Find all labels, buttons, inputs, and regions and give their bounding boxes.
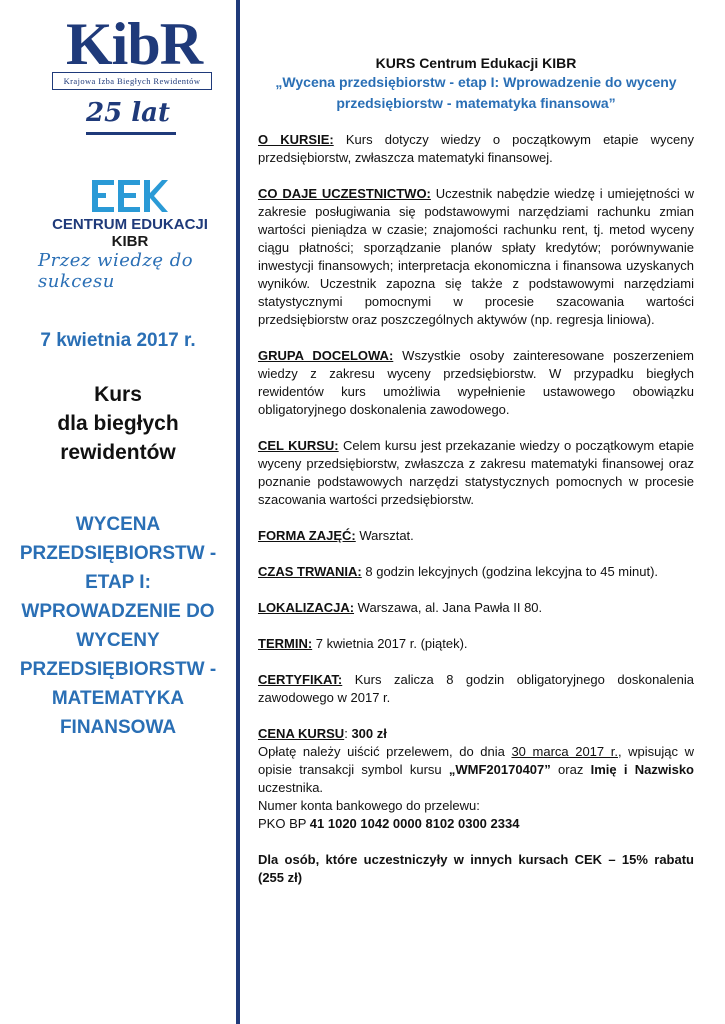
account-label: Numer konta bankowego do przelewu: — [258, 798, 480, 813]
kibr-logo-subtitle: Krajowa Izba Biegłych Rewidentów — [63, 76, 201, 86]
course-type-line: rewidentów — [60, 441, 176, 464]
kibr-logo-subtitle-box — [52, 72, 212, 90]
course-title-line: WYCENY — [76, 630, 160, 651]
payment-text: Opłatę należy uiścić przelewem, do dnia — [258, 744, 512, 759]
section-czas-trwania — [258, 563, 694, 581]
section-label: TERMIN: — [258, 636, 313, 651]
course-title-line: FINANSOWA — [59, 717, 177, 738]
course-title-line: WYCENA — [75, 514, 161, 535]
course-type-line: Kurs — [94, 383, 142, 406]
payment-text: oraz — [550, 762, 591, 777]
header-subtitle-line1: „Wycena przedsiębiorstw - etap I: Wprowadzenie do wyceny — [275, 74, 677, 90]
cek-name-part2: KIBR — [111, 233, 149, 250]
section-label: LOKALIZACJA: — [258, 600, 355, 615]
account-number: 41 1020 1042 0000 8102 0300 2334 — [309, 816, 520, 831]
cek-logo-icon — [92, 180, 168, 212]
section-cena-kursu — [258, 725, 694, 833]
section-label: FORMA ZAJĘĆ: — [258, 528, 356, 543]
vertical-divider — [236, 0, 240, 1024]
header-subtitle-line2: przedsiębiorstw - matematyka finansowa” — [336, 95, 616, 111]
section-forma-zajec — [258, 527, 694, 545]
section-text: 7 kwietnia 2017 r. (piątek). — [312, 636, 468, 651]
kibr-logo-word: KibR — [66, 11, 203, 77]
course-title-line: PRZEDSIĘBIORSTW - — [19, 543, 217, 564]
discount-note: Dla osób, które uczestniczyły w innych kursach CEK – 15% rabatu (255 zł) — [258, 852, 694, 885]
section-label: CZAS TRWANIA: — [258, 564, 362, 579]
cek-slogan: Przez wiedzę do sukcesu — [38, 250, 194, 292]
section-text: Kurs zalicza 8 godzin obligatoryjnego doskonalenia zawodowego w 2017 r. — [258, 672, 694, 705]
section-termin — [258, 635, 694, 653]
section-grupa-docelowa — [258, 347, 694, 419]
anniversary-25-lat: 25 lat — [86, 98, 170, 128]
section-label: O KURSIE: — [258, 132, 334, 147]
section-text: Celem kursu jest przekazanie wiedzy o początkowym etapie wyceny przedsiębiorstw, zwłaszcza z zakresu matematyki finansowej oraz poznanie podstawowych narzędzi statystycznych pomocnych w procesie szacowania wartości przedsiębiorstw. — [258, 438, 694, 507]
section-co-daje — [258, 185, 694, 329]
section-label: CERTYFIKAT: — [258, 672, 343, 687]
section-text: Wszystkie osoby zainteresowane poszerzeniem wiedzy z zakresu wyceny przedsiębiorstw. W przypadku biegłych rewidentów kurs umożliwia wypełnienie ustawowego obowiązku obligatoryjnego doskonalenia zawodowego. — [258, 348, 695, 417]
course-title — [0, 510, 236, 742]
course-title-line: WPROWADZENIE DO — [21, 601, 215, 622]
course-date: 7 kwietnia 2017 r. — [40, 330, 196, 351]
course-symbol: „WMF20170407” — [448, 762, 551, 777]
payment-name-field: Imię i Nazwisko — [590, 762, 695, 777]
payment-deadline: 30 marca 2017 r. — [511, 744, 618, 759]
cek-name — [40, 216, 220, 250]
payment-text: uczestnika. — [258, 780, 324, 795]
course-title-line: ETAP I: — [85, 572, 151, 593]
left-sidebar — [0, 0, 236, 1024]
section-text: Uczestnik nabędzie wiedzę i umiejętności w zakresie posługiwania się podstawowymi narzędziami rachunku zmian wartości pieniądza w czasie; znajomości rachunku rent, tj. metod wyceny ciągu płatności; sporządzanie planów spłaty kredytów; porównywanie inwestycji finansowych; interpretacja ekonomiczna i finansowa uzyskanych wyników. Uczestnik zapozna się także z podstawowymi narzędziami statystycznymi pomocnymi w procesie szacowania wartości przedsiębiorstw oraz poszczególnych aktywów (np. regresja liniowa). — [258, 186, 694, 327]
kibr-logo — [52, 12, 212, 92]
section-label: GRUPA DOCELOWA: — [258, 348, 394, 363]
bank-name: PKO BP — [258, 816, 310, 831]
course-type — [0, 380, 236, 467]
section-o-kursie — [258, 131, 694, 167]
section-label: CENA KURSU — [258, 726, 345, 741]
anniversary-underline — [86, 132, 176, 135]
price-separator: : — [344, 726, 352, 741]
section-lokalizacja — [258, 599, 694, 617]
section-label: CEL KURSU: — [258, 438, 339, 453]
course-type-line: dla biegłych — [57, 412, 179, 435]
section-text: 8 godzin lekcyjnych (godzina lekcyjna to 45 minut). — [361, 564, 659, 579]
course-title-line: PRZEDSIĘBIORSTW - — [19, 659, 217, 680]
section-certyfikat — [258, 671, 694, 707]
payment-text: , wpisując w opisie transakcji symbol kursu — [258, 744, 695, 777]
course-details — [258, 54, 694, 887]
section-text: Warszawa, al. Jana Pawła II 80. — [354, 600, 543, 615]
course-title-line: MATEMATYKA — [51, 688, 185, 709]
cek-name-part1: CENTRUM EDUKACJI — [52, 216, 208, 233]
section-text: Warsztat. — [355, 528, 414, 543]
price-value: 300 zł — [351, 726, 387, 741]
section-label: CO DAJE UCZESTNICTWO: — [258, 186, 431, 201]
section-cel-kursu — [258, 437, 694, 509]
section-text: Kurs dotyczy wiedzy o początkowym etapie wyceny przedsiębiorstw, zwłaszcza matematyki finansowej. — [258, 132, 694, 165]
header-title: KURS Centrum Edukacji KIBR — [375, 55, 577, 71]
